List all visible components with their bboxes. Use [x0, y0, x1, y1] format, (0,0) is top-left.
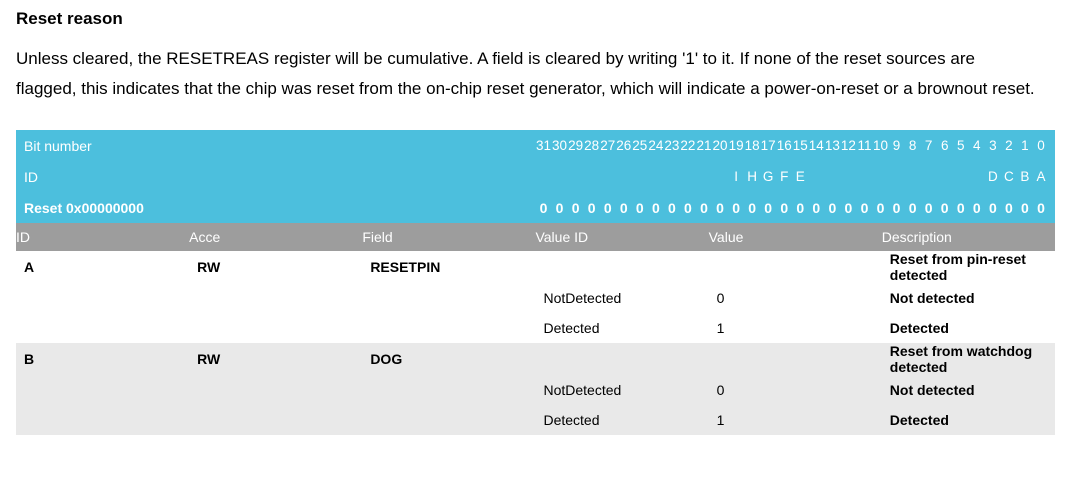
reset-bit-0: 0: [539, 199, 548, 216]
cell-id: [16, 283, 189, 313]
column-header-field: Field: [362, 229, 393, 245]
cell-value-id: Detected: [535, 313, 708, 343]
cell-value: [709, 343, 882, 375]
cell-value-id: NotDetected: [535, 283, 708, 313]
register-table: [16, 130, 1055, 435]
reset-bit-20: 0: [860, 199, 869, 216]
cell-id: [16, 375, 189, 405]
cell-value: 0: [709, 283, 882, 313]
bit-number-26: 5: [956, 138, 965, 153]
cell-field: [362, 375, 535, 405]
cell-access: [189, 313, 362, 343]
reset-bit-14: 0: [764, 199, 773, 216]
reset-bit-31: 0: [1037, 199, 1045, 216]
reset-value-cells: [535, 192, 1055, 223]
bit-number-23: 8: [908, 138, 917, 153]
cell-id: A: [16, 251, 189, 283]
cell-field: DOG: [362, 343, 535, 375]
reset-bit-27: 0: [972, 199, 981, 216]
reset-value-label: Reset 0x00000000: [24, 199, 144, 216]
cell-id: [16, 313, 189, 343]
column-header-access: Acce: [189, 229, 221, 245]
cell-field: [362, 405, 535, 435]
bit-id-row: [16, 161, 1055, 192]
reset-bit-22: 0: [892, 199, 901, 216]
reset-bit-21: 0: [876, 199, 885, 216]
bit-id-14: G: [762, 169, 774, 184]
bit-number-28: 3: [989, 138, 997, 153]
bit-number-30: 1: [1021, 138, 1029, 153]
bit-number-cells: [535, 130, 1055, 161]
bit-number-label: Bit number: [24, 137, 92, 154]
bit-number-27: 4: [973, 138, 981, 153]
reset-bit-30: 0: [1021, 199, 1029, 216]
intro-paragraph: Unless cleared, the RESETREAS register will be cumulative. A field is cleared by writing '1' to it. If none of the reset sources are flagged, this indicates that the chip was reset from the on-chip reset generator, which will indicate a power-on-reset or a brownout reset.: [16, 49, 1035, 98]
bit-number-24: 7: [924, 138, 933, 153]
bit-number-8: 23: [664, 138, 680, 153]
bit-number-9: 22: [680, 138, 696, 153]
reset-bit-3: 0: [587, 199, 596, 216]
reset-bit-26: 0: [956, 199, 965, 216]
reset-bit-8: 0: [668, 199, 676, 216]
bit-number-row: [16, 130, 1055, 161]
cell-value-id: [535, 251, 708, 283]
column-header-row: [16, 223, 1055, 251]
register-table-body: [16, 130, 1055, 435]
cell-access: [189, 405, 362, 435]
bit-number-15: 16: [776, 138, 792, 153]
bit-id-list: [535, 161, 1055, 192]
cell-description: Detected: [882, 405, 1055, 435]
reset-bit-17: 0: [812, 199, 821, 216]
column-header-description: Description: [881, 229, 952, 245]
bit-number-31: 0: [1037, 138, 1045, 153]
bit-number-17: 14: [808, 138, 824, 153]
reset-bit-15: 0: [780, 199, 789, 216]
column-header-id: ID: [16, 229, 30, 245]
reset-bit-1: 0: [555, 199, 564, 216]
bit-number-19: 12: [840, 138, 856, 153]
bit-number-18: 13: [824, 138, 840, 153]
bit-number-2: 29: [568, 138, 584, 153]
reset-bit-25: 0: [940, 199, 949, 216]
bit-number-10: 21: [696, 138, 712, 153]
reset-bit-18: 0: [828, 199, 837, 216]
cell-access: [189, 283, 362, 313]
bit-number-11: 20: [712, 138, 728, 153]
cell-description: Not detected: [882, 283, 1055, 313]
reset-bit-6: 0: [635, 199, 644, 216]
reset-bit-4: 0: [603, 199, 612, 216]
bit-number-list: [535, 130, 1055, 161]
table-row: [16, 313, 1055, 343]
cell-field: [362, 313, 535, 343]
cell-description: Detected: [882, 313, 1055, 343]
bit-id-31: A: [1036, 169, 1046, 184]
cell-value-id: Detected: [535, 405, 708, 435]
table-row: [16, 405, 1055, 435]
table-row: [16, 375, 1055, 405]
cell-description: Reset from watchdog detected: [882, 343, 1055, 375]
cell-value: 0: [709, 375, 882, 405]
bit-number-20: 11: [857, 138, 872, 153]
column-header-value: Value: [708, 229, 744, 245]
bit-number-14: 17: [760, 138, 776, 153]
bit-id-13: H: [747, 169, 757, 184]
bit-id-29: C: [1004, 169, 1014, 184]
reset-bit-10: 0: [700, 199, 708, 216]
bit-number-7: 24: [648, 138, 664, 153]
bit-id-30: B: [1020, 169, 1030, 184]
cell-value-id: [535, 343, 708, 375]
cell-field: [362, 283, 535, 313]
table-row: [16, 251, 1055, 283]
cell-field: RESETPIN: [362, 251, 535, 283]
cell-value: [709, 251, 882, 283]
reset-bit-list: [535, 192, 1055, 223]
column-header-value-id: Value ID: [535, 229, 589, 245]
cell-value: 1: [709, 313, 882, 343]
bit-number-4: 27: [600, 138, 616, 153]
bit-number-12: 19: [728, 138, 744, 153]
bit-number-25: 6: [940, 138, 949, 153]
bit-id-cells: [535, 161, 1055, 192]
bit-number-0: 31: [536, 138, 552, 153]
reset-bit-13: 0: [748, 199, 757, 216]
bit-number-29: 2: [1005, 138, 1013, 153]
bit-id-label: ID: [24, 168, 38, 185]
cell-description: Reset from pin-reset detected: [882, 251, 1055, 283]
reset-value-row: [16, 192, 1055, 223]
bit-number-3: 28: [584, 138, 600, 153]
bit-number-6: 25: [632, 138, 648, 153]
reset-bit-7: 0: [651, 199, 660, 216]
bit-id-28: D: [987, 169, 998, 184]
reset-bit-29: 0: [1004, 199, 1013, 216]
bit-id-16: E: [795, 169, 805, 184]
reset-bit-23: 0: [908, 199, 917, 216]
table-row: [16, 283, 1055, 313]
reset-bit-11: 0: [716, 199, 724, 216]
reset-bit-28: 0: [988, 199, 997, 216]
reset-bit-16: 0: [796, 199, 805, 216]
bit-number-21: 10: [872, 138, 889, 153]
reset-bit-9: 0: [684, 199, 692, 216]
cell-access: [189, 375, 362, 405]
document-page: [0, 8, 1071, 499]
bit-number-22: 9: [892, 138, 901, 153]
bit-id-15: F: [780, 169, 789, 184]
cell-description: Not detected: [882, 375, 1055, 405]
bit-number-1: 30: [552, 138, 568, 153]
bit-id-12: I: [734, 169, 738, 184]
reset-bit-12: 0: [732, 199, 740, 216]
cell-value-id: NotDetected: [535, 375, 708, 405]
page-title: Reset reason: [16, 9, 123, 28]
cell-access: RW: [189, 251, 362, 283]
reset-bit-5: 0: [619, 199, 628, 216]
bit-number-16: 15: [792, 138, 808, 153]
bit-number-5: 26: [616, 138, 632, 153]
cell-value: 1: [709, 405, 882, 435]
reset-bit-2: 0: [571, 199, 580, 216]
cell-id: [16, 405, 189, 435]
cell-id: B: [16, 343, 189, 375]
table-row: [16, 343, 1055, 375]
bit-number-13: 18: [744, 138, 760, 153]
reset-bit-19: 0: [844, 199, 853, 216]
cell-access: RW: [189, 343, 362, 375]
reset-bit-24: 0: [924, 199, 933, 216]
